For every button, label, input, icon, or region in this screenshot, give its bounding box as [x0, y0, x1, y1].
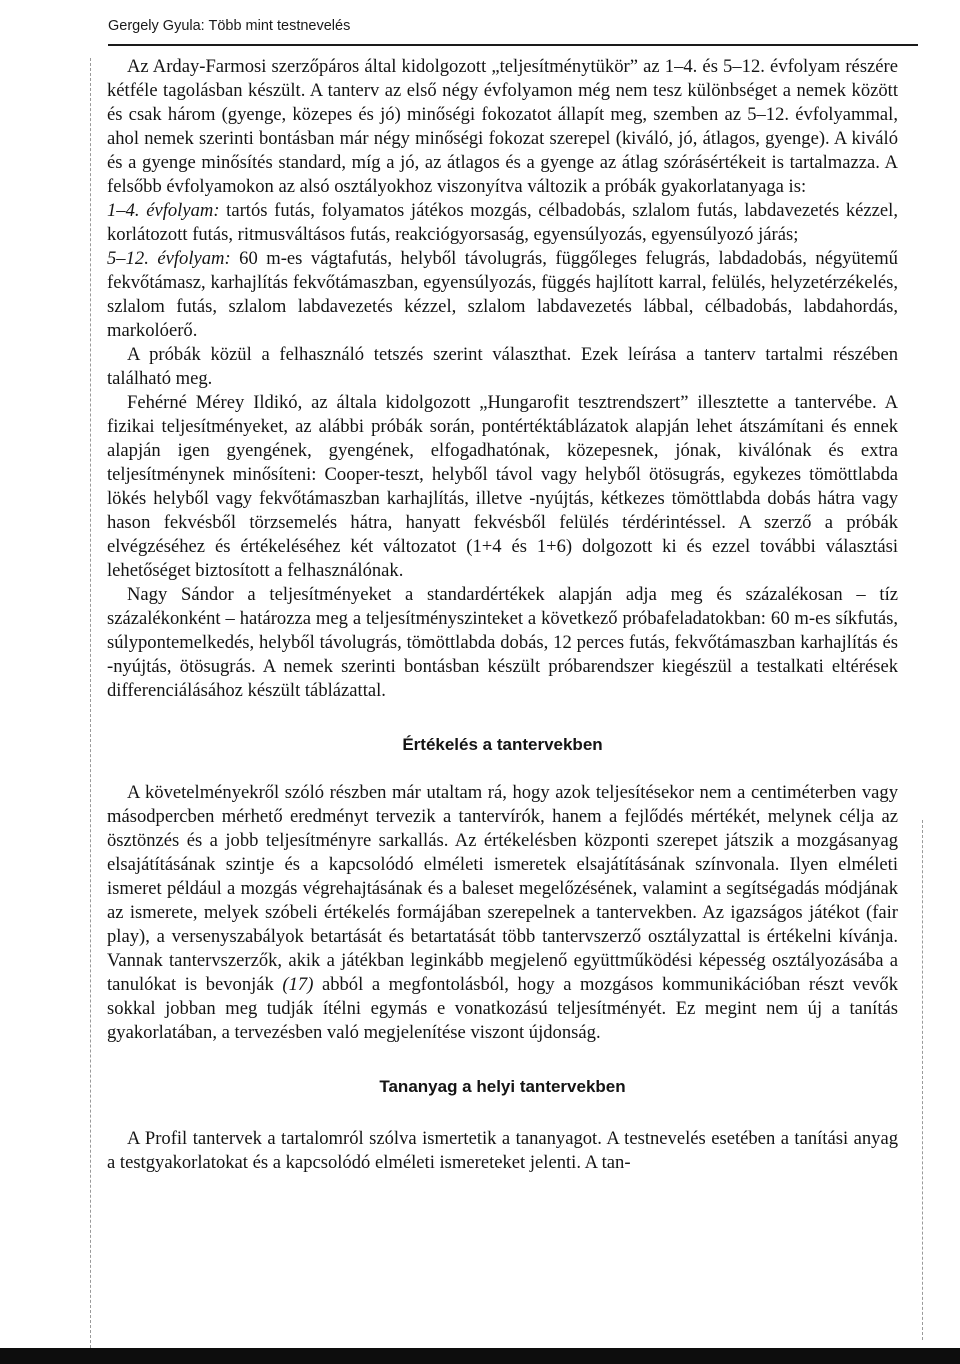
paragraph: Nagy Sándor a teljesítményeket a standardértékek alapján adja meg és százalékosan – tíz százalékonként – határozza meg a teljesítményszinteket a következő próbafeladatokban: 60 m-es síkfutás, súlypontemelkedés, helyből távolugrás, tömöttlabda dobás, 12 perces futás, fekvőtámaszban karhajlítás és -nyújtás, ötösugrás. A nemek szerinti bontásban készült próbarendszer kiegészül a testalkati eltérések differenciálásához készült táblázattal. — [107, 584, 898, 701]
section-heading-curriculum: Tananyag a helyi tantervekben — [379, 1077, 626, 1096]
paragraph: A próbák közül a felhasználó tetszés szerint választhat. Ezek leírása a tanterv tartalmi részében található meg. — [107, 344, 898, 389]
section-heading-evaluation: Értékelés a tantervekben — [402, 735, 603, 754]
paragraph: Fehérné Mérey Ildikó, az általa kidolgozott „Hungarofit tesztrendszert” illesztette a tantervébe. A fizikai teljesítményeket, az alábbi próbák során, pontértéktáblázatok alapján lehet átszámítani és ennek alapján igen gyengének, gyengének, elfogadhatónak, közepesnek, jónak, kiválónak és extra teljesítménynek minősíteni: Cooper-teszt, helyből távol vagy helyből ötösugrás, egykezes tömöttlabda lökés helyből vagy fekvőtámaszban karhajlítás, illetve -nyújtás, kétkezes tömöttlabda dobás hátra vagy hason fekvésből törzsemelés hátra, hanyatt fekvésből felülés térdérintéssel. A szerző a próbák elvégzéséhez és értékeléséhez két változatot (1+4 és 1+6) dolgozott ki és ezzel további választási lehetőséget biztosított a felhasználónak. — [107, 392, 898, 581]
paragraph: Az Arday-Farmosi szerzőpáros által kidolgozott „teljesítménytükör” az 1–4. és 5–12. évfolyam részére kétféle tagolásban készült. A tanterv az első négy évfolyamon még nem tesz különbséget a nemek között és csak három (gyenge, közepes és jó) minőségi fokozatot állapít meg, szemben az 5–12. évfolyammal, ahol nemek szerinti bontásban már négy minőségi fokozat szerepel (kiváló, jó, átlagos, gyenge). A kiváló és a gyenge minősítés standard, míg a jó, az átlagos és a gyenge az átlag szórásértékeit is tartalmazza. A felsőbb évfolyamokon az alsó osztályokhoz viszonyítva változik a próbák gyakorlatanyaga is: — [107, 56, 898, 197]
scan-bottom-bar — [0, 1348, 960, 1364]
page-body — [107, 55, 898, 1175]
scan-edge-left — [90, 58, 91, 1348]
paragraph: A Profil tantervek a tartalomról szólva ismertetik a tananyagot. A testnevelés esetében a tanítási anyag a testgyakorlatokat és a kapcsolódó elméleti ismereteket jelenti. A tan- — [107, 1128, 898, 1173]
grade-label: 5–12. évfolyam: — [107, 248, 231, 269]
reference-number: (17) — [282, 974, 314, 995]
scan-edge-right — [922, 820, 923, 1340]
grade-text: 60 m-es vágtafutás, helyből távolugrás, függőleges felugrás, labdadobás, négyütemű fekvőtámasz, karhajlítás fekvőtámaszban, egyensúlyozás, függés hajlított karral, felülés, helyzetérzékelés, szlalom futás, szlalom labdavezetés kézzel, szlalom labdavezetés lábbal, célbadobás, labdahordás, markolóerő. — [107, 248, 898, 341]
paragraph-text: abból a megfontolásból, hogy a mozgásos kommunikációban részt vevők sokkal jobban meg tudják ítélni egymás e vonatkozású teljesítményét. Ez megint nem új a tanítás gyakorlatában, a tervezésben való megjelenítése viszont újdonság. — [107, 974, 898, 1043]
paragraph-grade-1-4 — [107, 199, 898, 247]
paragraph — [107, 781, 898, 1045]
paragraph-grade-5-12 — [107, 247, 898, 343]
paragraph-text: A követelményekről szóló részben már utaltam rá, hogy azok teljesítésekor nem a centiméterben vagy másodpercben mérhető eredményt tervezik a tantervírók, hanem a fejlődés mértékét, melynek célja az ösztönzés és a jobb teljesítményre sarkallás. Az értékelésben központi szerepet játszik a mozgásanyag elsajátításának szintje és a kapcsolódó elméleti ismeretek elsajátításának színvonala. Ilyen elméleti ismeret például a mozgás végrehajtásának és a baleset megelőzésének, valamint a segítségadás módjának az ismerete, melyek szóbeli értékelés formájában szerepelnek a tantervekben. Az igazságos játékot (fair play), a versenyszabályok betartását és betartatását több tantervszerző osztályzattal is értékelni kívánja. Vannak tantervszerzők, akik a játékban leginkább megjelenő együttműködési képesség osztályozásába a tanulókat is bevonják — [107, 782, 898, 995]
running-header: Gergely Gyula: Több mint testnevelés — [108, 18, 351, 34]
grade-text: tartós futás, folyamatos játékos mozgás, célbadobás, szlalom futás, labdavezetés kézzel, korlátozott futás, ritmusváltásos futás, reakciógyorsaság, egyensúlyozás, egyensúlyozó járás; — [107, 200, 898, 245]
header-rule — [108, 44, 918, 46]
grade-label: 1–4. évfolyam: — [107, 200, 220, 221]
